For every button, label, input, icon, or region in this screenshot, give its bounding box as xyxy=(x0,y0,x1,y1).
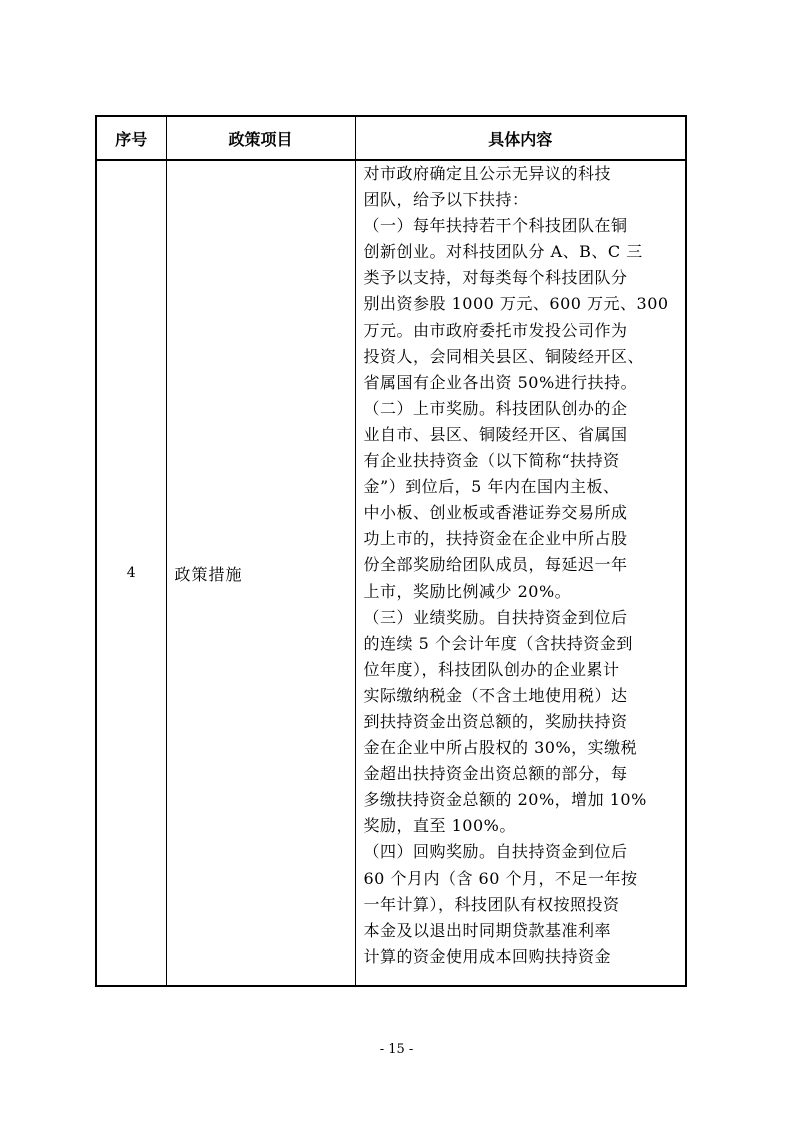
content-line: （二）上市奖励。科技团队创办的企 xyxy=(363,398,628,418)
content-line: 的连续 5 个会计年度（含扶持资金到 xyxy=(363,633,633,653)
table-header-row xyxy=(96,116,686,160)
content-line: 投资人，会同相关县区、铜陵经开区、 xyxy=(363,346,645,366)
row-seq: 4 xyxy=(96,160,166,986)
content-line: 位年度），科技团队创办的企业累计 xyxy=(363,659,620,679)
header-seq: 序号 xyxy=(96,116,166,160)
content-line: 功上市的，扶持资金在企业中所占股 xyxy=(363,529,628,549)
page-number: - 15 - xyxy=(379,1042,414,1057)
content-line: 中小板、创业板或香港证券交易所成 xyxy=(363,503,628,523)
content-line: 本金及以退出时同期贷款基准利率 xyxy=(363,920,612,940)
content-line: 类予以支持，对每类每个科技团队分 xyxy=(363,268,628,288)
content-line: 上市，奖励比例减少 20%。 xyxy=(363,581,572,601)
table-row xyxy=(96,160,686,986)
content-line: 计算的资金使用成本回购扶持资金 xyxy=(363,946,612,966)
header-item: 政策项目 xyxy=(166,116,355,160)
content-line: 别出资参股 1000 万元、600 万元、300 xyxy=(363,294,669,314)
policy-table xyxy=(95,115,687,987)
row-content xyxy=(355,160,686,986)
content-line: 实际缴纳税金（不含土地使用税）达 xyxy=(363,685,628,705)
content-line: 份全部奖励给团队成员，每延迟一年 xyxy=(363,555,628,575)
content-line: （一）每年扶持若干个科技团队在铜 xyxy=(363,216,628,236)
content-line: （四）回购奖励。自扶持资金到位后 xyxy=(363,842,628,862)
content-line: 万元。由市政府委托市发投公司作为 xyxy=(363,320,628,340)
content-paragraph xyxy=(364,161,680,970)
content-line: 团队，给予以下扶持： xyxy=(363,190,529,210)
content-line: 60 个月内（含 60 个月，不足一年按 xyxy=(363,868,638,888)
content-line: 省属国有企业各出资 50%进行扶持。 xyxy=(363,372,638,392)
header-content: 具体内容 xyxy=(355,116,686,160)
content-line: （三）业绩奖励。自扶持资金到位后 xyxy=(363,607,628,627)
content-line: 到扶持资金出资总额的，奖励扶持资 xyxy=(363,711,628,731)
content-line: 一年计算），科技团队有权按照投资 xyxy=(363,894,620,914)
row-item: 政策措施 xyxy=(166,160,355,986)
content-line: 有企业扶持资金（以下简称“扶持资 xyxy=(363,451,620,471)
content-line: 金”）到位后，5 年内在国内主板、 xyxy=(363,477,620,497)
content-line: 多缴扶持资金总额的 20%，增加 10% xyxy=(363,790,647,810)
content-line: 业自市、县区、铜陵经开区、省属国 xyxy=(363,424,628,444)
content-line: 对市政府确定且公示无异议的科技 xyxy=(363,164,612,183)
content-line: 创新创业。对科技团队分 A、B、C 三 xyxy=(363,242,643,262)
content-line: 金在企业中所占股权的 30%，实缴税 xyxy=(363,738,638,758)
content-line: 奖励，直至 100%。 xyxy=(363,816,516,836)
content-line: 金超出扶持资金出资总额的部分，每 xyxy=(363,764,628,784)
